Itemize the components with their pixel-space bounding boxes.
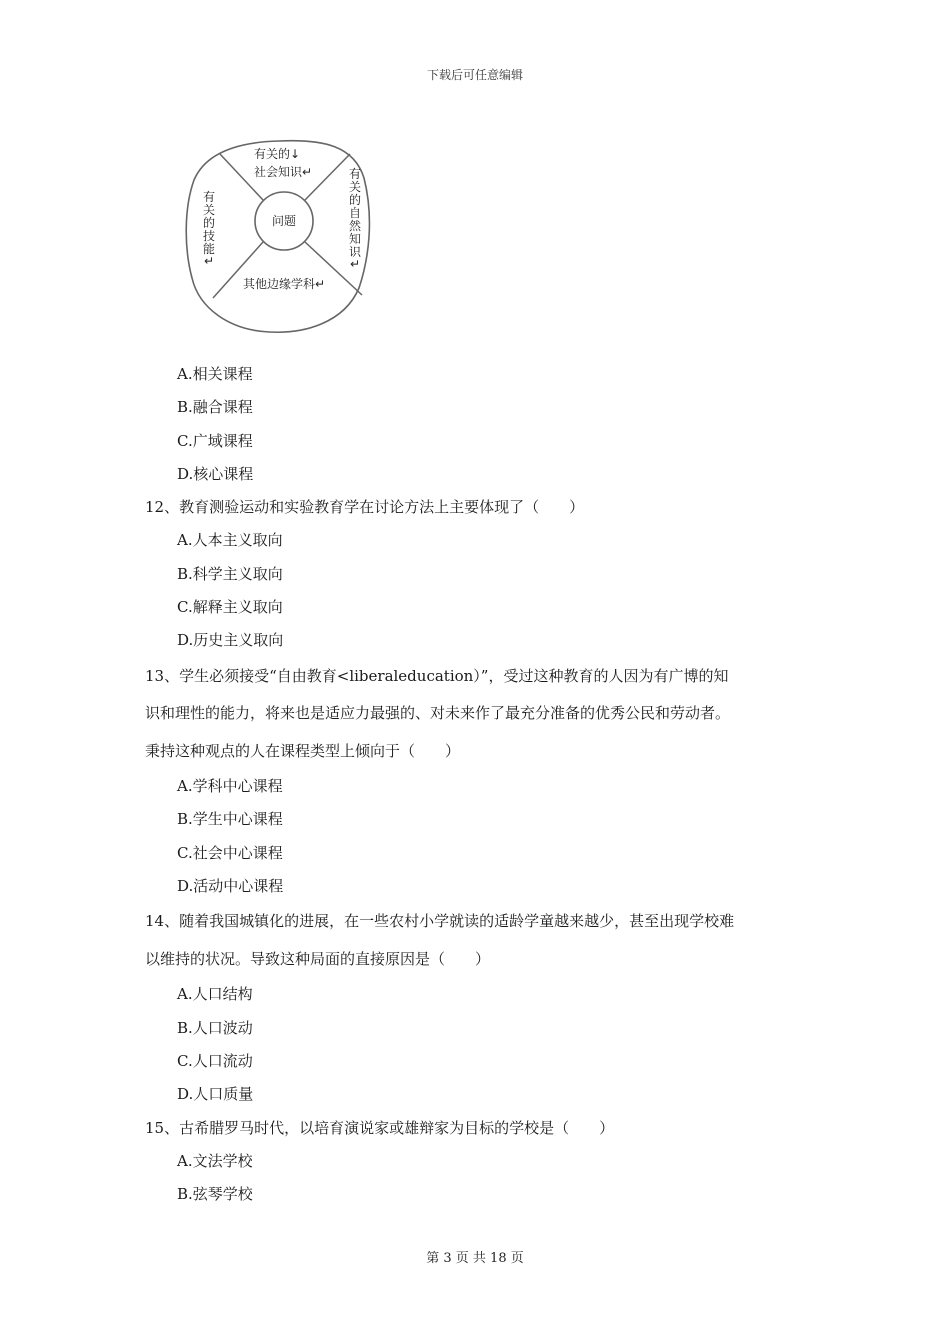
q12-option-d: D.历史主义取向 [177, 631, 284, 650]
diagram-right-char: 识 [348, 245, 362, 259]
q12-option-c: C.解释主义取向 [177, 598, 283, 617]
diagram-right-char: 然 [348, 219, 362, 233]
q14-stem-line-2: 以维持的状况。导致这种局面的直接原因是（ ） [145, 949, 491, 968]
diagram-right-char: 知 [348, 232, 362, 246]
diagram-left-char: 能 [202, 242, 216, 256]
diagram-left-char: 技 [202, 229, 216, 243]
diagram-left-char: 关 [202, 203, 216, 217]
q13-option-c: C.社会中心课程 [177, 843, 283, 862]
diagram-right-char: ↵ [349, 257, 361, 271]
diagram-center-label: 问题 [271, 214, 297, 228]
q12-stem: 12、教育测验运动和实验教育学在讨论方法上主要体现了（ ） [145, 498, 585, 517]
q13-stem-line-2: 识和理性的能力，将来也是适应力最强的、对未来作了最充分准备的优秀公民和劳动者。 [145, 704, 731, 723]
q15-stem: 15、古希腊罗马时代，以培育演说家或雄辩家为目标的学校是（ ） [145, 1118, 615, 1137]
q13-stem-line-3: 秉持这种观点的人在课程类型上倾向于（ ） [145, 741, 461, 760]
diagram-left-char: 的 [202, 216, 216, 230]
diagram-right-char: 有 [348, 167, 362, 181]
q13-option-d: D.活动中心课程 [177, 877, 284, 896]
diagram-right-char: 关 [348, 180, 362, 194]
q13-stem-line-1: 13、学生必须接受“自由教育<liberaleducation）”，受过这种教育的人因为有广博的知 [145, 666, 729, 685]
q14-option-d: D.人口质量 [177, 1085, 254, 1104]
diagram-left-char: 有 [202, 190, 216, 204]
q15-option-b: B.弦琴学校 [177, 1185, 253, 1204]
q13-option-b: B.学生中心课程 [177, 810, 283, 829]
q11-option-d: D.核心课程 [177, 464, 254, 483]
q14-option-c: C.人口流动 [177, 1051, 253, 1070]
page-footer: 第 3 页 共 18 页 [426, 1251, 524, 1266]
q15-option-a: A.文法学校 [177, 1151, 253, 1170]
q14-option-b: B.人口波动 [177, 1018, 253, 1037]
q11-option-a: A.相关课程 [177, 365, 253, 383]
diagram-bottom-label: 其他边缘学科↵ [242, 277, 326, 291]
q11-option-c: C.广域课程 [177, 431, 253, 450]
q12-option-b: B.科学主义取向 [177, 564, 283, 583]
q13-option-a: A.学科中心课程 [177, 777, 283, 796]
diagram-top-label-1: 有关的↓ [254, 147, 301, 161]
question-content [145, 358, 810, 1211]
curriculum-diagram [184, 138, 374, 334]
diagram-left-char: ↵ [203, 254, 215, 268]
diagram-top-label-2: 社会知识↵ [254, 165, 313, 179]
q14-stem-line-1: 14、随着我国城镇化的进展，在一些农村小学就读的适龄学童越来越少，甚至出现学校难 [145, 912, 735, 931]
diagram-right-char: 自 [348, 206, 362, 220]
q12-option-a: A.人本主义取向 [177, 531, 283, 550]
q11-option-b: B.融合课程 [177, 398, 253, 417]
diagram-right-char: 的 [348, 193, 362, 207]
page-header: 下载后可任意编辑 [426, 68, 523, 82]
q14-option-a: A.人口结构 [177, 985, 253, 1004]
